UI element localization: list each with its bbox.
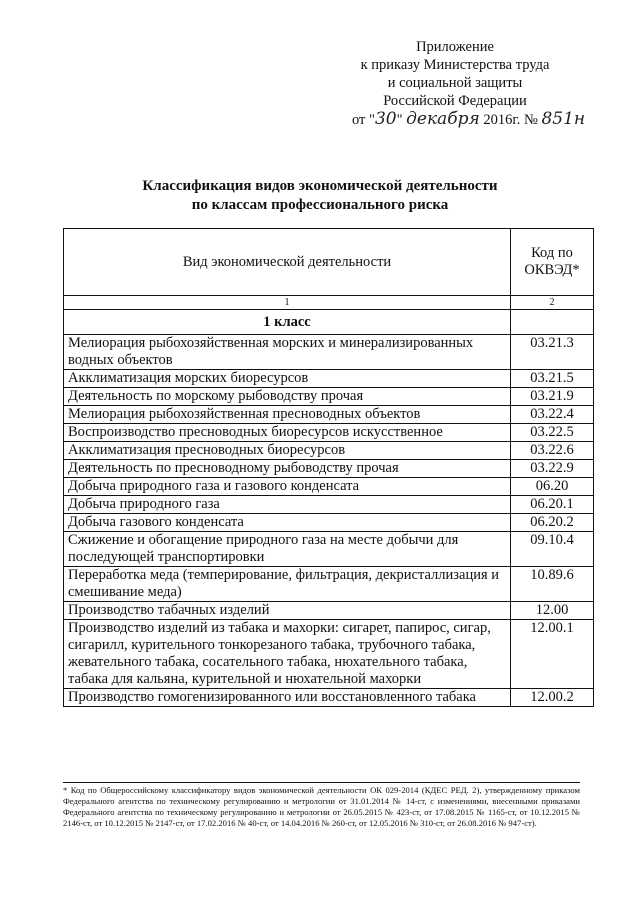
okved-code-cell: 06.20.2 <box>511 514 594 532</box>
classification-table <box>63 228 594 707</box>
date-mid: " <box>396 112 403 128</box>
table-row <box>64 602 594 620</box>
activity-cell: Добыча природного газа и газового конденсата <box>64 478 511 496</box>
date-prefix: от " <box>352 112 375 128</box>
activity-cell: Мелиорация рыбохозяйственная морских и минерализированных водных объектов <box>64 335 511 370</box>
column-number-1: 1 <box>64 296 511 310</box>
okved-code-cell: 03.21.5 <box>511 370 594 388</box>
activity-cell: Акклиматизация морских биоресурсов <box>64 370 511 388</box>
okved-code-cell: 06.20.1 <box>511 496 594 514</box>
appendix-line-2: к приказу Министерства труда <box>360 57 550 73</box>
okved-code-cell: 12.00.2 <box>511 689 594 707</box>
okved-code-cell: 10.89.6 <box>511 567 594 602</box>
activity-cell: Производство табачных изделий <box>64 602 511 620</box>
okved-code-cell: 03.22.4 <box>511 406 594 424</box>
table-row <box>64 478 594 496</box>
title-line-2: по классам профессионального риска <box>191 197 449 213</box>
table-row <box>64 424 594 442</box>
activity-cell: Деятельность по пресноводному рыбоводству прочая <box>64 460 511 478</box>
table-row <box>64 532 594 567</box>
activity-cell: Воспроизводство пресноводных биоресурсов искусственное <box>64 424 511 442</box>
order-date-line <box>330 109 586 129</box>
table-row <box>64 370 594 388</box>
activity-cell: Добыча газового конденсата <box>64 514 511 532</box>
appendix-line-3: и социальной защиты <box>387 75 523 91</box>
table-row <box>64 689 594 707</box>
class-label: 1 класс <box>64 310 511 335</box>
table-row <box>64 442 594 460</box>
header-code: Код по ОКВЭД* <box>511 229 594 296</box>
table-row <box>64 620 594 689</box>
okved-code-cell: 03.22.5 <box>511 424 594 442</box>
table-row <box>64 388 594 406</box>
appendix-line-1: Приложение <box>416 39 494 55</box>
appendix-block <box>330 38 586 129</box>
activity-cell: Переработка меда (темперирование, фильтрация, декристаллизация и смешивание меда) <box>64 567 511 602</box>
activity-cell: Сжижение и обогащение природного газа на месте добычи для последующей транспортировки <box>64 532 511 567</box>
table-row <box>64 514 594 532</box>
table-row <box>64 567 594 602</box>
column-number-row <box>64 296 594 310</box>
activity-cell: Добыча природного газа <box>64 496 511 514</box>
date-year: 2016 <box>483 112 513 128</box>
table-row <box>64 406 594 424</box>
okved-code-cell: 03.22.6 <box>511 442 594 460</box>
title-line-1: Классификация видов экономической деятельности <box>142 178 498 194</box>
class-code-empty <box>511 310 594 335</box>
table-row <box>64 496 594 514</box>
okved-code-cell: 09.10.4 <box>511 532 594 567</box>
okved-code-cell: 12.00.1 <box>511 620 594 689</box>
table-row <box>64 460 594 478</box>
order-number: 851н <box>541 109 586 129</box>
date-month: декабря <box>406 109 480 129</box>
activity-cell: Мелиорация рыбохозяйственная пресноводных объектов <box>64 406 511 424</box>
okved-code-cell: 12.00 <box>511 602 594 620</box>
okved-code-cell: 06.20 <box>511 478 594 496</box>
class-row <box>64 310 594 335</box>
column-number-2: 2 <box>511 296 594 310</box>
date-day: 30 <box>374 109 397 129</box>
date-suffix: г. № <box>512 112 538 128</box>
okved-code-cell: 03.21.3 <box>511 335 594 370</box>
activity-cell: Производство гомогенизированного или восстановленного табака <box>64 689 511 707</box>
okved-code-cell: 03.22.9 <box>511 460 594 478</box>
okved-code-cell: 03.21.9 <box>511 388 594 406</box>
footnote: * Код по Общероссийскому классификатору видов экономической деятельности ОК 029-2014 (КДЕС РЕД. 2), утвержденному приказом Федерального агентства по техническому регулированию и метрологии от 31.01.2014 № 14-ст, с изменениями, внесенными приказами Федерального агентства по техническому регулированию и метрологии от 26.05.2015 № 423-ст, от 17.08.2015 № 1165-ст, от 10.12.2015 № 2146-ст, от 10.12.2015 № 2147-ст, от 17.02.2016 № 40-ст, от 14.04.2016 № 260-ст, от 12.05.2016 № 310-ст, от 26.08.2016 № 947-ст). <box>63 782 580 829</box>
appendix-line-4: Российской Федерации <box>383 93 527 109</box>
header-activity: Вид экономической деятельности <box>64 229 511 296</box>
activity-cell: Производство изделий из табака и махорки: сигарет, папирос, сигар, сигарилл, курительного тонкорезаного табака, трубочного табака, жевательного табака, сосательного табака, нюхательного табака, табака для кальяна, курительной и нюхательной махорки <box>64 620 511 689</box>
table-row <box>64 335 594 370</box>
activity-cell: Акклиматизация пресноводных биоресурсов <box>64 442 511 460</box>
document-title <box>60 177 580 215</box>
activity-cell: Деятельность по морскому рыбоводству прочая <box>64 388 511 406</box>
